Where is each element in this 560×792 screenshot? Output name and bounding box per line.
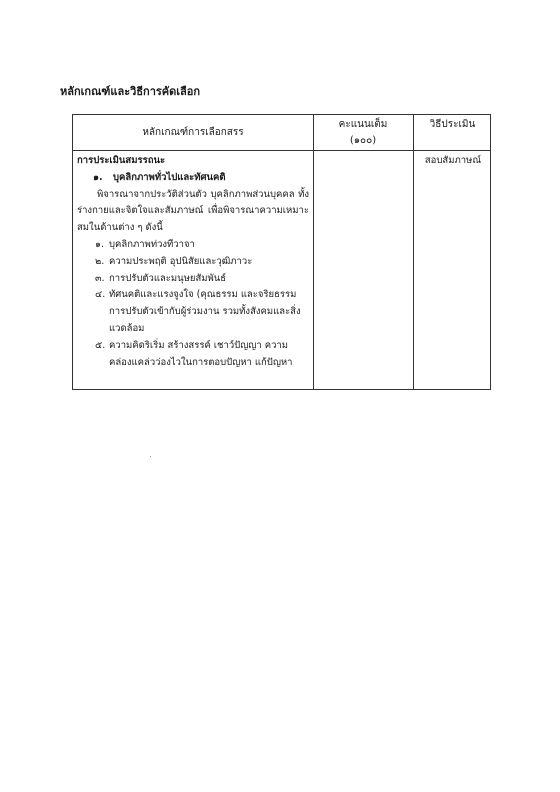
- criteria-cell: [77, 153, 309, 371]
- header-score-label: คะแนนเต็ม: [338, 118, 388, 130]
- list-item-text: ความคิดริเริ่ม สร้างสรรค์ เชาว์ปัญญา ความคล่องแคล่วว่องไวในการตอบปัญหา แก้ปัญหา: [109, 339, 293, 368]
- intro-paragraph: พิจารณาจากประวัติส่วนตัว บุคลิกภาพส่วนบุคคล ทั้งร่างกายและจิตใจและสัมภาษณ์ เพื่อพิจารณาความเหมาะสมในด้านต่าง ๆ ดังนี้: [77, 188, 309, 234]
- header-score-total: (๑๐๐): [349, 134, 377, 146]
- list-item-number: ๕.: [95, 339, 106, 351]
- list-item-text: ทัศนคติและแรงจูงใจ (คุณธรรม และจริยธรรม การปรับตัวเข้ากับผู้ร่วมงาน รวมทั้งสังคมและสิ่งแวดล้อม: [109, 289, 301, 334]
- list-item: [77, 271, 309, 288]
- list-item-number: ๑.: [95, 238, 105, 250]
- method-cell: สอบสัมภาษณ์: [424, 155, 482, 166]
- subsection-title: บุคลิกภาพทั่วไปและทัศนคติ: [113, 171, 226, 183]
- header-method: [413, 115, 492, 150]
- page-heading: หลักเกณฑ์และวิธีการคัดเลือก: [60, 85, 201, 98]
- list-item-number: ๒.: [95, 255, 105, 267]
- list-item: [77, 237, 309, 254]
- list-item-text: บุคลิกภาพท่วงทีวาจา: [109, 238, 195, 250]
- column-divider: [413, 115, 414, 389]
- list-item-text: การปรับตัวและมนุษยสัมพันธ์: [109, 272, 227, 284]
- header-score: [313, 115, 413, 150]
- scan-speck: [150, 456, 151, 457]
- list-item: [77, 254, 309, 271]
- subsection-heading: [77, 170, 309, 187]
- section-title: การประเมินสมรรถนะ: [77, 155, 166, 166]
- list-item: [77, 287, 309, 337]
- list-item-text: ความประพฤติ อุปนิสัยและวุฒิภาวะ: [109, 255, 253, 267]
- list-item-number: ๔.: [95, 289, 106, 301]
- column-divider: [313, 115, 314, 389]
- list-item-number: ๓.: [95, 272, 105, 284]
- subsection-number: ๑.: [93, 171, 103, 183]
- criteria-table: [72, 114, 491, 390]
- header-divider: [73, 150, 490, 151]
- list-item: [77, 338, 309, 372]
- header-criteria-label: หลักเกณฑ์การเลือกสรร: [142, 126, 244, 138]
- header-criteria: [73, 115, 313, 150]
- header-method-label: วิธีประเมิน: [429, 119, 476, 130]
